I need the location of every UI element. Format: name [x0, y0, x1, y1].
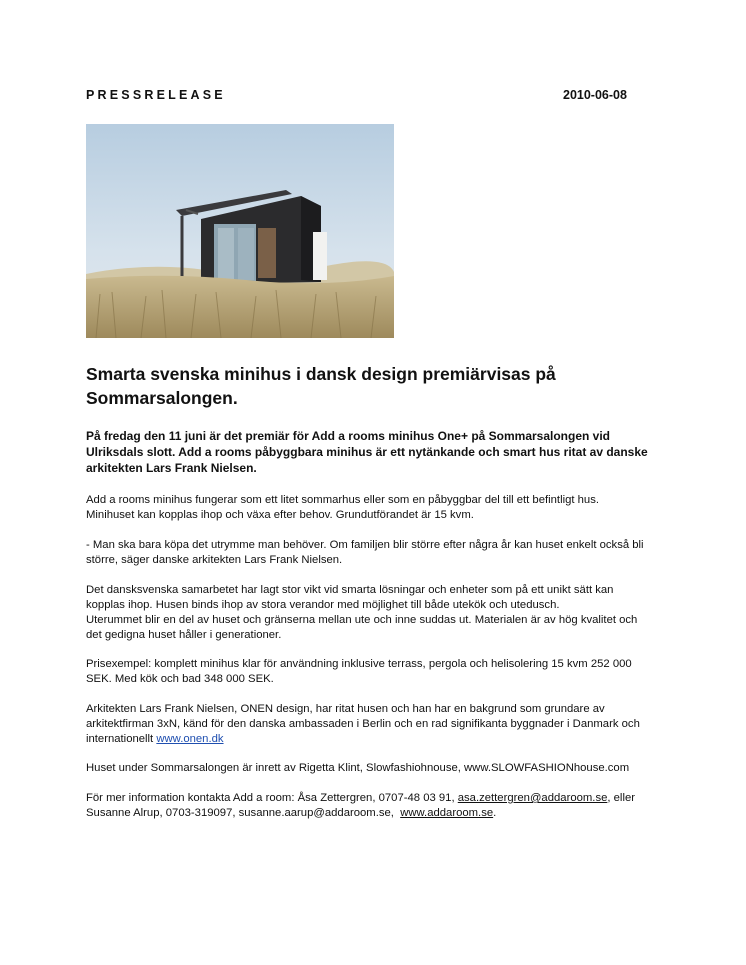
body-line: SEK. Med kök och bad 348 000 SEK. [86, 673, 274, 685]
body-paragraph-1 [86, 493, 676, 523]
body-text: För mer information kontakta Add a room: Åsa Zettergren, 0707-48 03 91, [86, 792, 458, 804]
body-line: Arkitekten Lars Frank Nielsen, ONEN design, har ritat husen och han har en bakgrund som grundare av [86, 703, 605, 715]
body-paragraph-3 [86, 583, 676, 643]
headline-line: Smarta svenska minihus i dansk design premiärvisas på [86, 364, 556, 384]
contact-line [86, 806, 676, 821]
body-text: . [493, 807, 497, 819]
body-paragraph-2 [86, 538, 676, 568]
lead-line: På fredag den 11 juni är det premiär för Add a rooms minihus One+ på Sommarsalongen vid [86, 429, 611, 443]
lead-line: arkitekten Lars Frank Nielsen. [86, 461, 257, 475]
body-line: - Man ska bara köpa det utrymme man behöver. Om familjen blir större efter några år kan huset enkelt också bli [86, 539, 644, 551]
body-line: Minihuset kan kopplas ihop och växa efter behov. Grundutförandet är 15 kvm. [86, 509, 474, 521]
body-line: Huset under Sommarsalongen är inrett av Rigetta Klint, Slowfashiohnouse, www.SLOWFASHIONhouse.com [86, 762, 630, 774]
body-text: internationellt [86, 733, 157, 745]
body-line: Prisexempel: komplett minihus klar för användning inklusive terrass, pergola och helisolering 15 kvm 252 000 [86, 658, 632, 670]
lead-paragraph [86, 428, 676, 476]
body-paragraph-4 [86, 657, 676, 687]
onen-link[interactable]: www.onen.dk [156, 733, 224, 745]
contact-line [86, 791, 676, 806]
body-line: det gedigna huset håller i generationer. [86, 629, 282, 641]
house-photo-illustration [86, 124, 394, 338]
headline-line: Sommarsalongen. [86, 388, 238, 408]
body-line: Det dansksvenska samarbetet har lagt stor vikt vid smarta lösningar och enheter som på ett unikt sätt kan [86, 584, 614, 596]
body-line: Uterummet blir en del av huset och gränserna mellan ute och inne suddas ut. Materialen är av hög kvalitet och [86, 614, 638, 626]
body-line-with-link [86, 732, 676, 747]
body-paragraph-5 [86, 702, 676, 747]
headline [86, 362, 626, 410]
house-photo [86, 124, 394, 338]
header-label: PRESSRELEASE [86, 88, 226, 102]
lead-line: Ulriksdals slott. Add a rooms påbyggbara minihus är ett nytänkande och smart hus ritat av danske [86, 445, 648, 459]
body-line: kopplas ihop. Husen binds ihop av stora verandor med möjlighet till både utekök och utedusch. [86, 599, 560, 611]
body-line: större, säger danske arkitekten Lars Frank Nielsen. [86, 554, 343, 566]
body-text: , eller [607, 792, 635, 804]
email-link[interactable]: asa.zettergren@addaroom.se [457, 792, 608, 804]
body-text: Susanne Alrup, 0703-319097, susanne.aarup@addaroom.se, [86, 807, 401, 819]
body-paragraph-6 [86, 761, 676, 776]
header-date: 2010-06-08 [563, 88, 627, 102]
body-line: Add a rooms minihus fungerar som ett litet sommarhus eller som en påbyggbar del till ett befintligt hus. [86, 494, 599, 506]
body-line: arkitektfirman 3xN, känd för den danska ambassaden i Berlin och en rad signifikanta byggnader i Danmark och [86, 718, 640, 730]
addaroom-link[interactable]: www.addaroom.se [400, 807, 494, 819]
body-paragraph-7 [86, 791, 676, 821]
